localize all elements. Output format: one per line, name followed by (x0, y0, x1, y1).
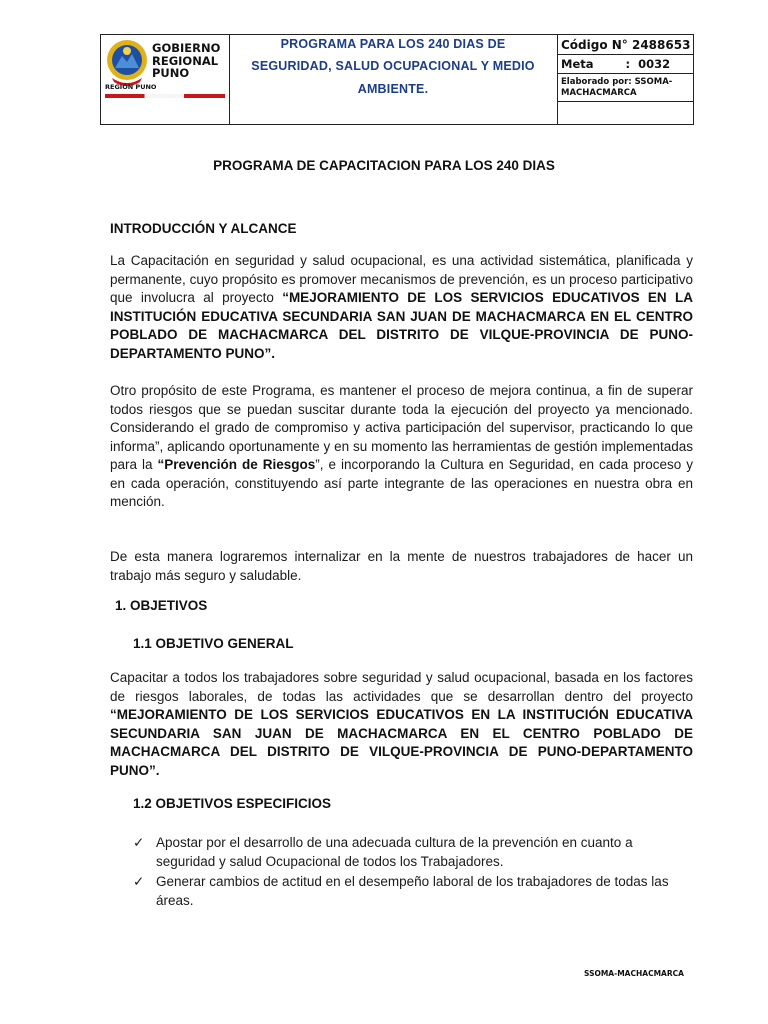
codigo-field: Código N° 2488653 (557, 35, 693, 55)
check-icon: ✓ (133, 874, 145, 889)
intro-p2-text-a: Otro propósito de este Programa, es mantener el proceso de mejora continua, a fin de superar todos riesgos que se puedan suscitar durante toda la ejecución del proyecto ya mencionado. Considerando el grado de compromiso y activa participación del supervisor, practicando lo que informa”, aplicando oportunamente y en su momento las herramientas de gestión implementadas para la (110, 383, 693, 472)
program-title-cell (229, 35, 558, 124)
list-item-text: Apostar por el desarrollo de una adecuada cultura de la prevención en cuanto a seguridad y salud Ocupacional de todos los Trabajadores. (156, 835, 633, 869)
objetivo-general-paragraph (110, 669, 693, 780)
logo-wordmark (152, 42, 220, 80)
document-title: PROGRAMA DE CAPACITACION PARA LOS 240 DIAS (213, 158, 555, 173)
meta-cell (557, 35, 693, 124)
list-item-text: Generar cambios de actitud en el desempeño laboral de los trabajadores de todas las áreas. (156, 874, 669, 908)
page-footer: SSOMA-MACHACMARCA (584, 969, 684, 978)
intro-p2-bold: “Prevención de Riesgos (157, 457, 316, 472)
check-icon: ✓ (133, 835, 145, 850)
intro-p2-text-b: ”, e incorporando la Cultura en Seguridad, en cada proceso y en cada operación, constituyendo así parte integrante de las operaciones en nuestra obra en mención. (110, 457, 693, 509)
objetivo-general-text: Capacitar a todos los trabajadores sobre seguridad y salud ocupacional, basada en los factores de riesgos laborales, de todas las actividades que se desarrollan dentro del proyecto (110, 670, 693, 704)
empty-meta-cell (557, 102, 693, 124)
logo-line-2: REGIONAL (152, 53, 219, 68)
intro-paragraph-3: De esta manera lograremos internalizar en la mente de nuestros trabajadores de hacer un trabajo más seguro y saludable. (110, 549, 693, 583)
flag-stripe (105, 94, 225, 98)
program-title-line-2: SEGURIDAD, SALUD OCUPACIONAL Y MEDIO (251, 59, 535, 73)
logo-line-3: PUNO (152, 66, 190, 80)
elaborado-field: Elaborado por: SSOMA-MACHACMARCA (557, 74, 693, 102)
intro-p1-project-name: “MEJORAMIENTO DE LOS SERVICIOS EDUCATIVOS EN LA INSTITUCIÓN EDUCATIVA SECUNDARIA SAN JUAN DE MACHACMARCA EN EL CENTRO POBLADO DE MACHACMARCA DEL DISTRITO DE VILQUE-PROVINCIA DE PUNO-DEPARTAMENTO PUNO”. (110, 290, 693, 361)
intro-paragraph-1 (110, 252, 693, 363)
program-title-line-1: PROGRAMA PARA LOS 240 DIAS DE (280, 37, 506, 51)
logo-subtitle: REGIÓN PUNO (105, 83, 157, 91)
meta-field: Meta : 0032 (557, 55, 693, 74)
objetivo-general-project-name: “MEJORAMIENTO DE LOS SERVICIOS EDUCATIVOS EN LA INSTITUCIÓN EDUCATIVA SECUNDARIA SAN JUAN DE MACHACMARCA EN EL CENTRO POBLADO DE MACHACMARCA DEL DISTRITO DE VILQUE-PROVINCIA DE PUNO-DEPARTAMENTO PUNO”. (110, 707, 693, 778)
program-title-line-3: AMBIENTE. (357, 82, 429, 96)
intro-p1-text: La Capacitación en seguridad y salud ocupacional, es una actividad sistemática, planificada y permanente, cuyo propósito es promover mecanismos de prevención, es un proceso participativo que involucra al proyecto (110, 253, 693, 305)
logo-cell (101, 35, 230, 124)
objetivos-heading: 1. OBJETIVOS (115, 598, 208, 613)
header-table (100, 34, 694, 125)
objetivos-especificos-heading: 1.2 OBJETIVOS ESPECIFICIOS (133, 796, 332, 811)
objetivo-general-heading: 1.1 OBJETIVO GENERAL (133, 636, 294, 651)
intro-paragraph-2 (110, 382, 693, 512)
logo-line-1: GOBIERNO (152, 41, 221, 55)
intro-heading: INTRODUCCIÓN Y ALCANCE (110, 221, 297, 236)
